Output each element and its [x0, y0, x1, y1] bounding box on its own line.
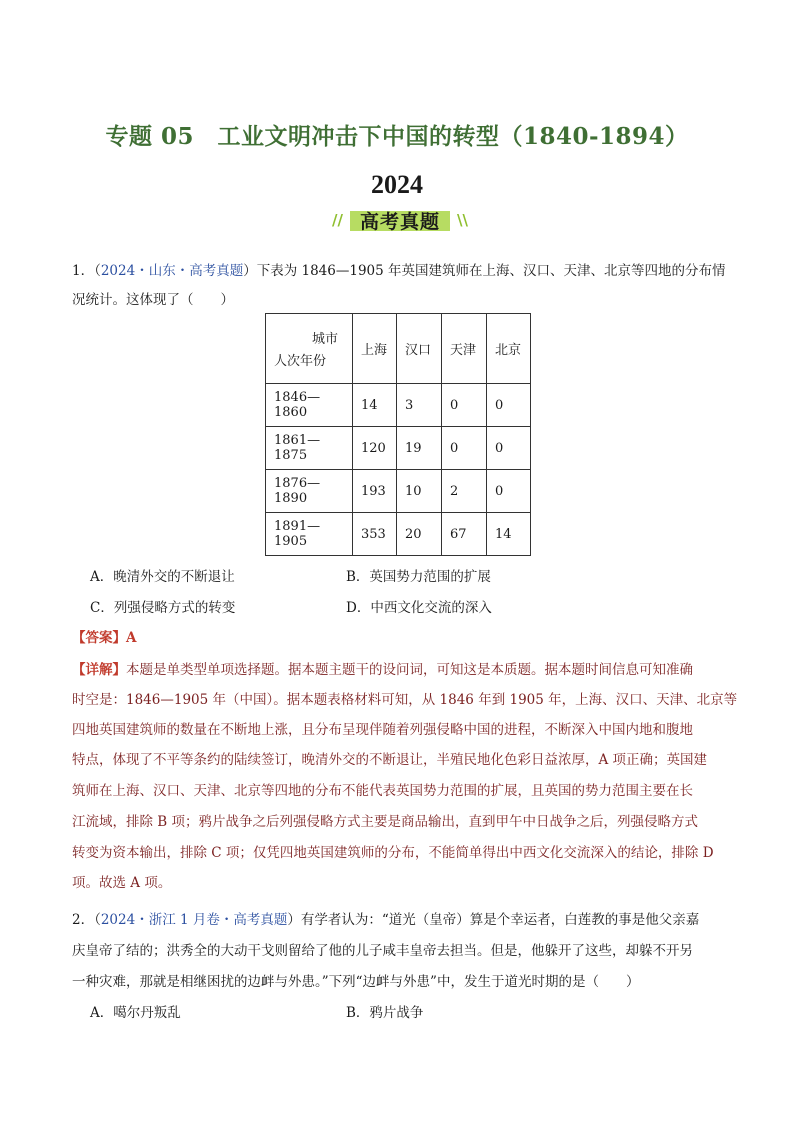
q1-detail-line: 四地英国建筑师的数量在不断地上涨，且分布呈现伴随着列强侵略中国的进程，不断深入中国内地和腹地: [72, 722, 693, 738]
row-period: 1846—1860: [266, 384, 353, 427]
q1-detail-line: 江流域，排除 B 项；鸦片战争之后列强侵略方式主要是商品输出，直到甲午中日战争之后，列强侵略方式: [72, 814, 699, 830]
table-header-row: [266, 314, 531, 384]
header-city: 上海: [353, 314, 397, 384]
row-period: 1891—1905: [266, 513, 353, 556]
q2-stem-text: ）有学者认为：“道光（皇帝）算是个幸运者，白莲教的事是他父亲嘉: [287, 912, 700, 928]
header-year-label: 人次年份: [274, 354, 327, 369]
q2-stem-line1: [72, 908, 699, 928]
table-cell: 67: [442, 513, 487, 556]
header-city: 汉口: [397, 314, 442, 384]
banner-label: 高考真题: [359, 211, 440, 233]
q1-detail-line: 特点，体现了不平等条约的陆续签订，晚清外交的不断退让，半殖民地化色彩日益浓厚，A 项正确；英国建: [72, 752, 708, 768]
q1-option-b: B．英国势力范围的扩展: [346, 569, 491, 585]
header-city: 北京: [487, 314, 531, 384]
table-cell: 19: [397, 427, 442, 470]
q1-source: 2024・山东・高考真题: [100, 263, 244, 279]
row-period: 1861—1875: [266, 427, 353, 470]
row-period: 1876—1890: [266, 470, 353, 513]
q1-stem-line2: 况统计。这体现了（ ）: [72, 292, 234, 308]
table-row: [266, 470, 531, 513]
table-row: [266, 513, 531, 556]
q1-detail-line: 筑师在上海、汉口、天津、北京等四地的分布不能代表英国势力范围的扩展，且英国的势力范围主要在长: [72, 783, 693, 799]
table-cell: 0: [487, 384, 531, 427]
q1-detail-line: [72, 658, 724, 678]
banner-right-slashes: \\: [457, 211, 468, 229]
table-row: [266, 384, 531, 427]
banner-left-slashes: //: [332, 211, 343, 229]
q1-option-a: A．晚清外交的不断退让: [90, 569, 235, 585]
architect-stats-table: [265, 313, 531, 556]
q1-number: 1．（: [72, 263, 101, 279]
table-cell: 3: [397, 384, 442, 427]
page-title: 专题 05 工业文明冲击下中国的转型（1840-1894）: [105, 123, 689, 150]
q2-number: 2．（: [72, 912, 101, 928]
detail-text: 本题是单类型单项选择题。据本题主题干的设问词，可知这是本质题。据本题时间信息可知准确: [126, 662, 693, 678]
detail-label: 【详解】: [72, 662, 126, 678]
q1-stem-line1: [72, 259, 726, 279]
table-cell: 0: [442, 427, 487, 470]
table-cell: 0: [487, 427, 531, 470]
table-cell: 14: [353, 384, 397, 427]
q1-option-c: C．列强侵略方式的转变: [90, 600, 236, 616]
q1-stem-text: ）下表为 1846—1905 年英国建筑师在上海、汉口、天津、北京等四地的分布情: [243, 263, 726, 279]
table-cell: 353: [353, 513, 397, 556]
table-cell: 10: [397, 470, 442, 513]
table-cell: 2: [442, 470, 487, 513]
table-cell: 0: [442, 384, 487, 427]
table-cell: 193: [353, 470, 397, 513]
q2-source: 2024・浙江 1 月卷・高考真题: [100, 912, 288, 928]
section-banner: [332, 205, 468, 235]
q2-option-a: A．噶尔丹叛乱: [90, 1005, 181, 1021]
table-row: [266, 427, 531, 470]
header-city-label: 城市: [311, 332, 338, 347]
year-heading: 2024: [371, 170, 423, 199]
header-city: 天津: [442, 314, 487, 384]
table-cell: 20: [397, 513, 442, 556]
answer-value: A: [126, 630, 137, 646]
q1-detail-line: 时空是：1846—1905 年（中国）。据本题表格材料可知，从 1846 年到 1905 年，上海、汉口、天津、北京等: [72, 692, 738, 708]
q1-detail-line: 转变为资本输出，排除 C 项；仅凭四地英国建筑师的分布，不能简单得出中西文化交流深入的结论，排除 D: [72, 845, 714, 861]
table-corner-header: [266, 314, 353, 384]
table-cell: 0: [487, 470, 531, 513]
q2-option-b: B．鸦片战争: [346, 1005, 424, 1021]
q1-detail-line: 项。故选 A 项。: [72, 875, 172, 891]
q2-stem-line2: 庆皇帝了结的；洪秀全的大动干戈则留给了他的儿子咸丰皇帝去担当。但是，他躲开了这些，却躲不开另: [72, 943, 693, 959]
q2-stem-line3: 一种灾难，那就是相继困扰的边衅与外患。”下列“边衅与外患”中，发生于道光时期的是（ ）: [72, 974, 640, 990]
answer-label: 【答案】: [72, 630, 126, 646]
table-cell: 14: [487, 513, 531, 556]
q1-option-d: D．中西文化交流的深入: [346, 600, 492, 616]
q1-answer: [72, 626, 136, 646]
table-cell: 120: [353, 427, 397, 470]
